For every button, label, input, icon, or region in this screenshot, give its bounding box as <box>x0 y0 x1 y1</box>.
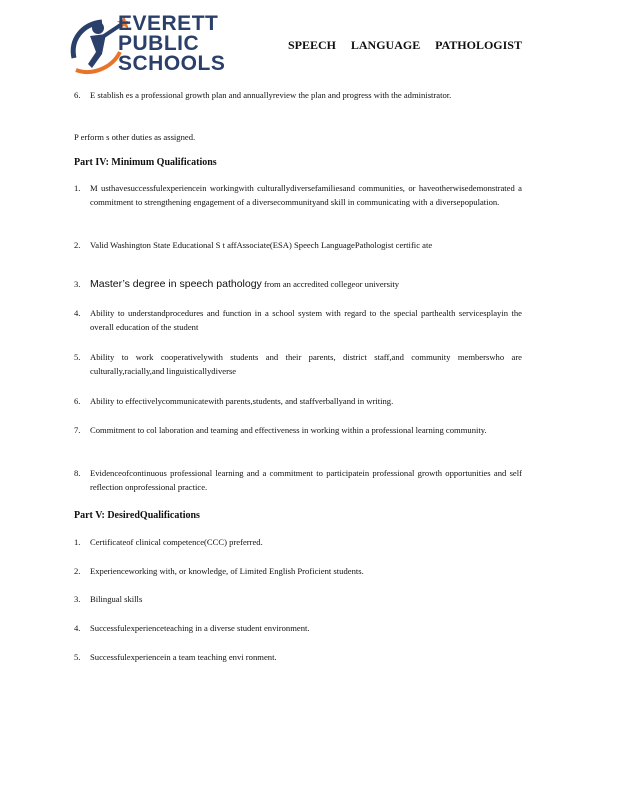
list-text: Evidenceofcontinuous professional learning and a commitment to participatein professional growth opportunities and self reflection onprofessional practice. <box>90 468 522 492</box>
list-number: 1. <box>74 537 81 547</box>
list-text: Valid Washington State Educational S t affAssociate(ESA) Speech LanguagePathologist certific ate <box>90 240 433 250</box>
list-item <box>74 350 522 378</box>
list-item <box>74 621 522 635</box>
list-text <box>90 277 522 291</box>
list-text: Successfulexperienceteaching in a diverse student environment. <box>90 623 310 633</box>
list-number: 4. <box>74 623 81 633</box>
list-text: M usthavesuccessfulexperiencein workingwith culturallydiversefamiliesand communities, or haveotherwisedemonstrated a commitment to strengthening engagement of a diversecommunityand skill in communicating with a diversepopulation. <box>90 183 522 207</box>
perform-other-duties: P erform s other duties as assigned. <box>74 132 196 142</box>
list-number: 2. <box>74 566 81 576</box>
list-number: 2. <box>74 240 81 250</box>
list-text: Commitment to col laboration and teaming and effectiveness in working within a professional learning community. <box>90 425 487 435</box>
title-word-2: LANGUAGE <box>350 38 421 52</box>
list-number: 1. <box>74 183 81 193</box>
list-number: 5. <box>74 352 81 362</box>
degree-text: Master’s degree in speech pathology <box>90 278 262 290</box>
part-4-heading: Part IV: Minimum Qualifications <box>74 157 217 168</box>
list-number: 7. <box>74 425 81 435</box>
list-text: Certificateof clinical competence(CCC) preferred. <box>90 537 263 547</box>
list-text: Ability to effectivelycommunicatewith parents,students, and staffverballyand in writing. <box>90 396 394 406</box>
list-item <box>74 650 522 664</box>
logo-line-2: PUBLIC <box>118 32 200 55</box>
list-number: 3. <box>74 279 81 289</box>
title-word-1: SPEECH <box>288 38 337 52</box>
list-text: Bilingual skills <box>90 594 143 604</box>
list-text: Ability to understandprocedures and function in a school system with regard to the special parthealth servicesplayin the overall education of the student <box>90 308 522 332</box>
title-word-3: PATHOLOGIST <box>435 38 522 52</box>
logo-wordmark <box>118 14 225 74</box>
list-number: 6. <box>74 90 81 100</box>
part-5-heading: Part V: DesiredQualifications <box>74 510 200 521</box>
list-text: Experienceworking with, or knowledge, of Limited English Proficient students. <box>90 566 364 576</box>
logo-line-3: SCHOOLS <box>118 52 226 75</box>
list-item <box>74 181 522 209</box>
degree-text-rest: from an accredited collegeor university <box>263 279 400 289</box>
list-item <box>74 423 522 437</box>
list-number: 5. <box>74 652 81 662</box>
duty-item-6 <box>74 88 522 102</box>
page-title <box>288 38 522 53</box>
list-number: 4. <box>74 308 81 318</box>
logo-line-1: EVERETT <box>118 12 219 35</box>
list-text: Successfulexperiencein a team teaching envi ronment. <box>90 652 277 662</box>
list-number: 3. <box>74 594 81 604</box>
list-text: E stablish es a professional growth plan and annuallyreview the plan and progress with the administrator. <box>90 90 452 100</box>
list-item <box>74 592 522 606</box>
list-number: 8. <box>74 468 81 478</box>
list-item <box>74 306 522 334</box>
list-item <box>74 277 522 291</box>
everett-public-schools-logo <box>68 10 238 82</box>
list-item <box>74 238 522 252</box>
list-item <box>74 466 522 494</box>
list-item <box>74 535 522 549</box>
list-item <box>74 394 522 408</box>
list-text: Ability to work cooperativelywith students and their parents, district staff,and community memberswho are culturally,racially,and linguisticallydiverse <box>90 352 522 376</box>
list-item <box>74 564 522 578</box>
list-number: 6. <box>74 396 81 406</box>
